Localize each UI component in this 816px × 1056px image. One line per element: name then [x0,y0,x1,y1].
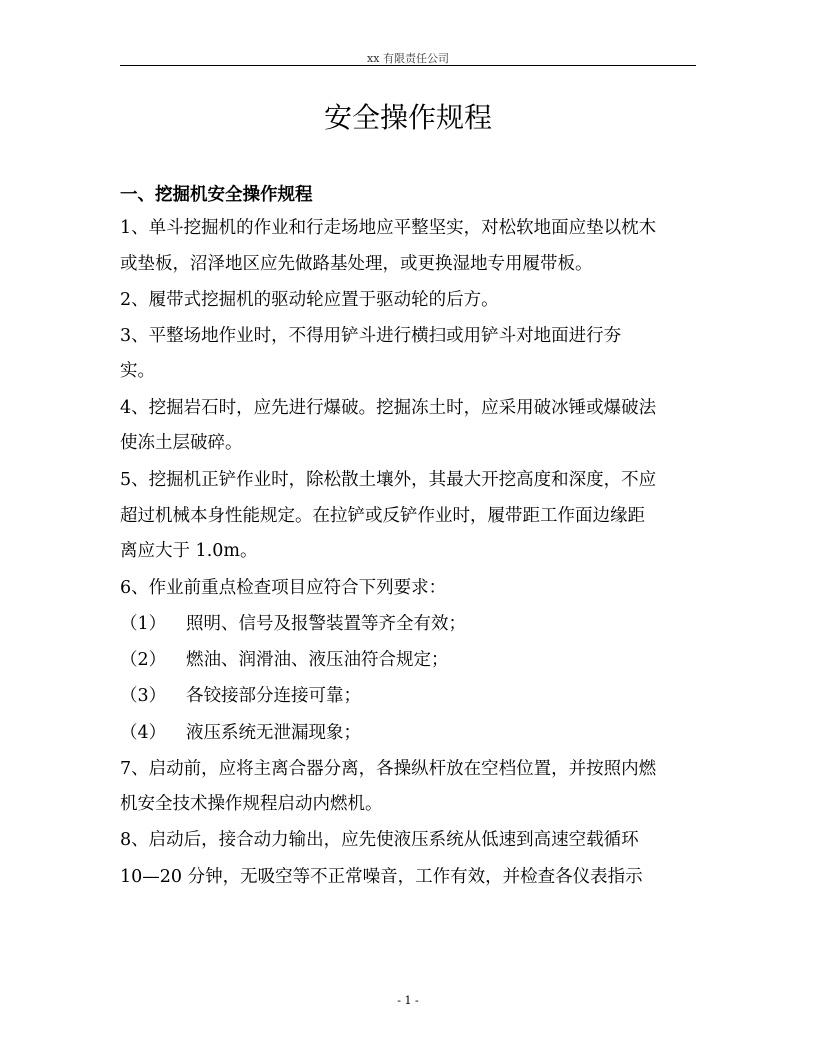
list-number: （3） [120,686,167,706]
list-text: 照明、信号及报警装置等齐全有效； [186,614,466,634]
paragraph-line: 实。 [120,361,155,381]
list-number: （2） [120,650,167,670]
list-item [120,685,361,707]
section-heading: 一、挖掘机安全操作规程 [120,185,313,205]
list-text: 燃油、润滑油、液压油符合规定； [186,650,449,670]
paragraph-line: 5、挖掘机正铲作业时，除松散土壤外，其最大开挖高度和深度，不应 [120,470,657,490]
list-item [120,613,466,635]
page-number: - 1 - [397,994,419,1007]
paragraph-line: 1、单斗挖掘机的作业和行走场地应平整坚实，对松软地面应垫以枕木 [120,218,657,238]
paragraph-line: 或垫板，沼泽地区应先做路基处理，或更换湿地专用履带板。 [120,254,593,274]
paragraph-line: 超过机械本身性能规定。在拉铲或反铲作业时，履带距工作面边缘距 [120,506,645,526]
paragraph-line: 8、启动后，接合动力输出，应先使液压系统从低速到高速空载循环 [120,830,639,850]
paragraph-line: 7、启动前，应将主离合器分离，各操纵杆放在空档位置，并按照内燃 [120,759,657,779]
header-rule [120,65,696,66]
list-text: 各铰接部分连接可靠； [186,686,361,706]
paragraph-line: 使冻土层破碎。 [120,433,243,453]
list-item [120,649,449,671]
paragraph-line: 10—20 分钟，无吸空等不正常噪音，工作有效，并检查各仪表指示 [120,867,643,887]
paragraph-line: 4、挖掘岩石时，应先进行爆破。挖掘冻土时，应采用破冰锤或爆破法 [120,398,657,418]
paragraph-line: 2、履带式挖掘机的驱动轮应置于驱动轮的后方。 [120,290,499,310]
paragraph-line: 3、平整场地作业时，不得用铲斗进行横扫或用铲斗对地面进行夯 [120,326,622,346]
paragraph-line: 机安全技术操作规程启动内燃机。 [120,794,383,814]
paragraph-line: 离应大于 1.0m。 [120,541,258,561]
paragraph-line: 6、作业前重点检查项目应符合下列要求： [120,578,447,598]
list-number: （4） [120,723,167,743]
document-title: 安全操作规程 [323,101,492,134]
list-text: 液压系统无泄漏现象； [186,723,361,743]
list-number: （1） [120,614,167,634]
list-item [120,722,361,744]
page-header: xx 有限责任公司 [367,52,449,65]
